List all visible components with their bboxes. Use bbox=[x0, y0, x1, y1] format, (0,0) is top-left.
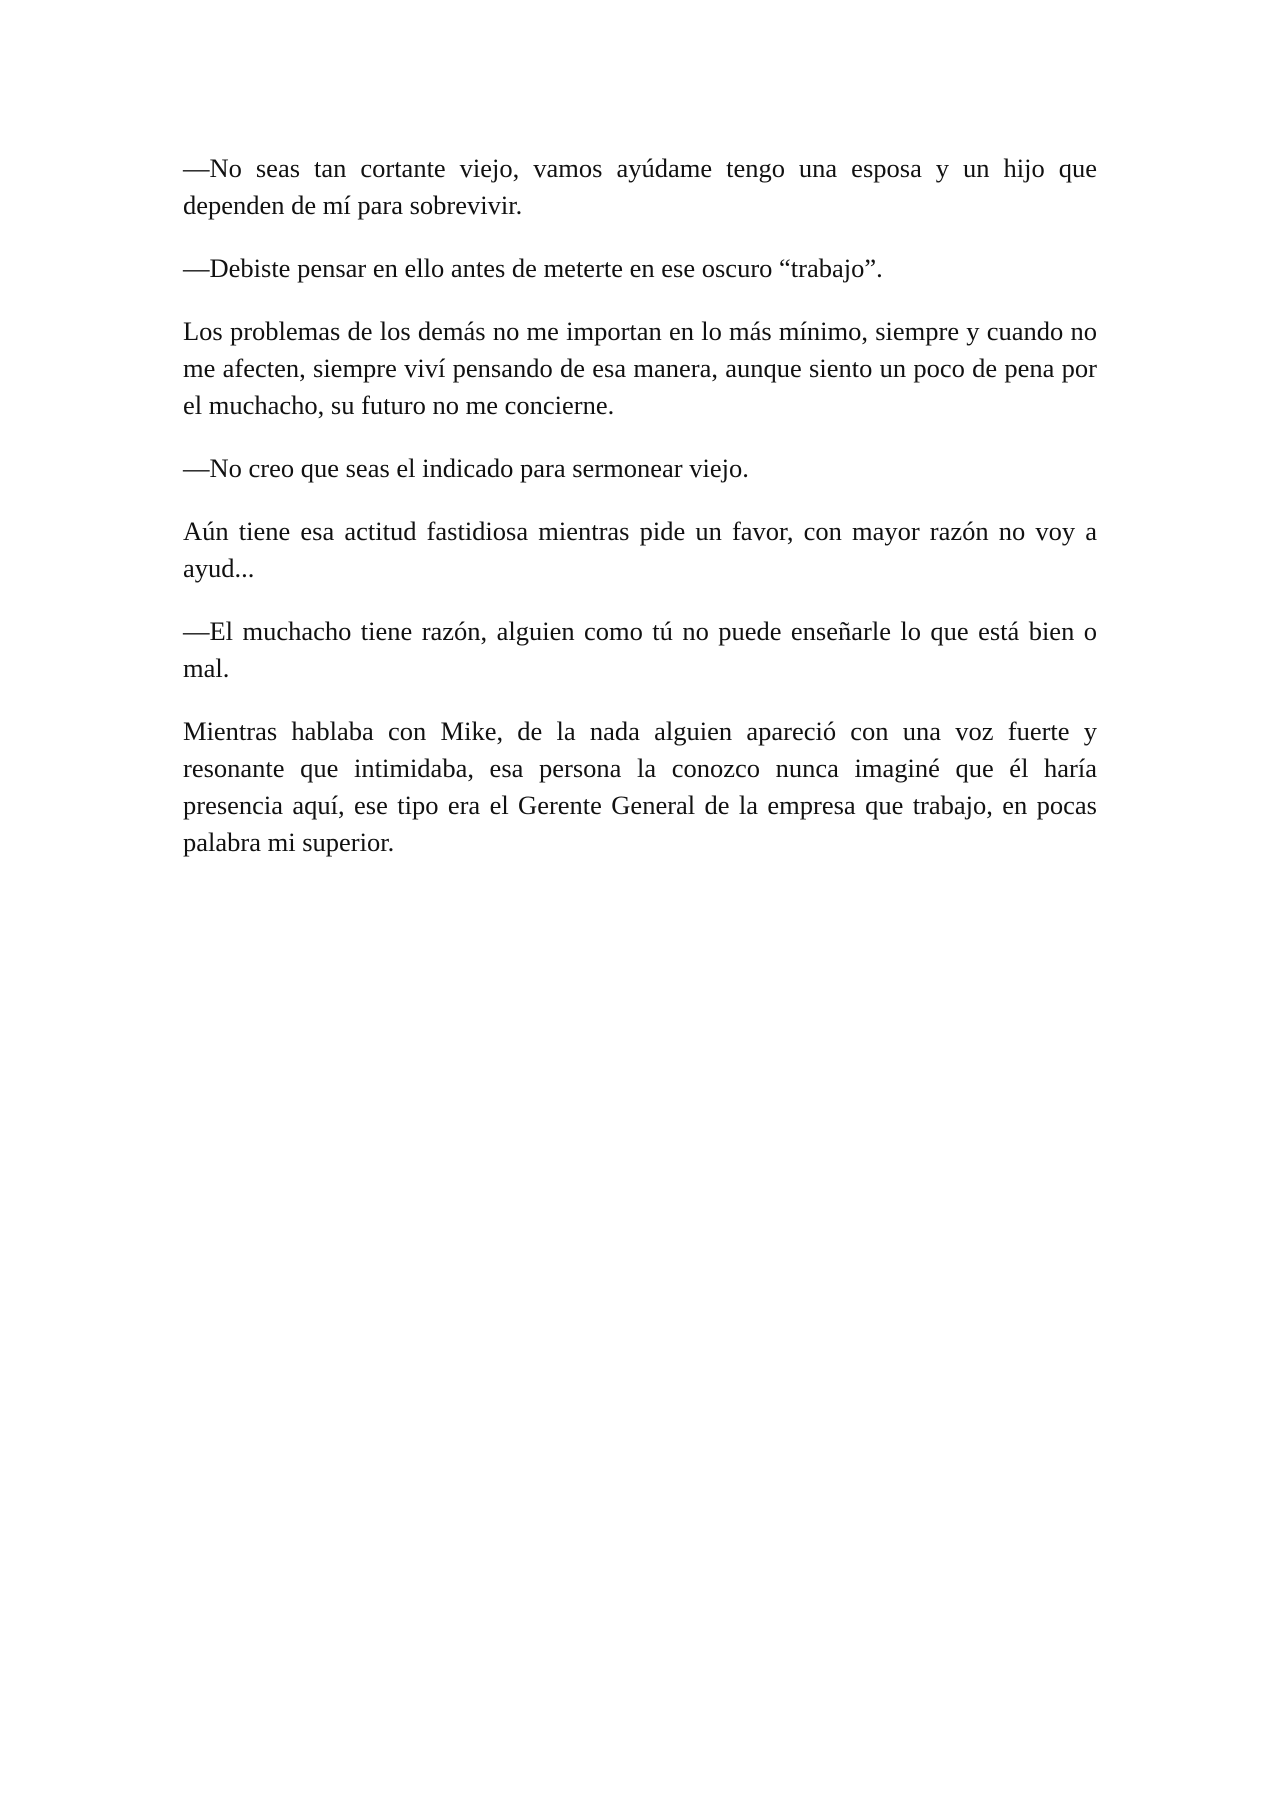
dialogue-paragraph-4: —No creo que seas el indicado para sermonear viejo. bbox=[183, 453, 749, 483]
narration-paragraph-7: Mientras hablaba con Mike, de la nada alguien apareció con una voz fuerte y resonante que intimidaba, esa persona la conozco nunca imaginé que él haría presencia aquí, ese tipo era el Gerente General de la empresa que trabajo, en pocas palabra mi superior. bbox=[183, 716, 1097, 857]
dialogue-paragraph-1: —No seas tan cortante viejo, vamos ayúdame tengo una esposa y un hijo que dependen de mí para sobrevivir. bbox=[183, 153, 1097, 220]
dialogue-paragraph-2: —Debiste pensar en ello antes de meterte en ese oscuro “trabajo”. bbox=[183, 253, 883, 283]
document-body bbox=[183, 150, 1097, 887]
narration-paragraph-3: Los problemas de los demás no me importan en lo más mínimo, siempre y cuando no me afecten, siempre viví pensando de esa manera, aunque siento un poco de pena por el muchacho, su futuro no me concierne. bbox=[183, 316, 1097, 420]
narration-paragraph-5: Aún tiene esa actitud fastidiosa mientras pide un favor, con mayor razón no voy a ayud... bbox=[183, 516, 1097, 583]
dialogue-paragraph-6: —El muchacho tiene razón, alguien como tú no puede enseñarle lo que está bien o mal. bbox=[183, 616, 1097, 683]
